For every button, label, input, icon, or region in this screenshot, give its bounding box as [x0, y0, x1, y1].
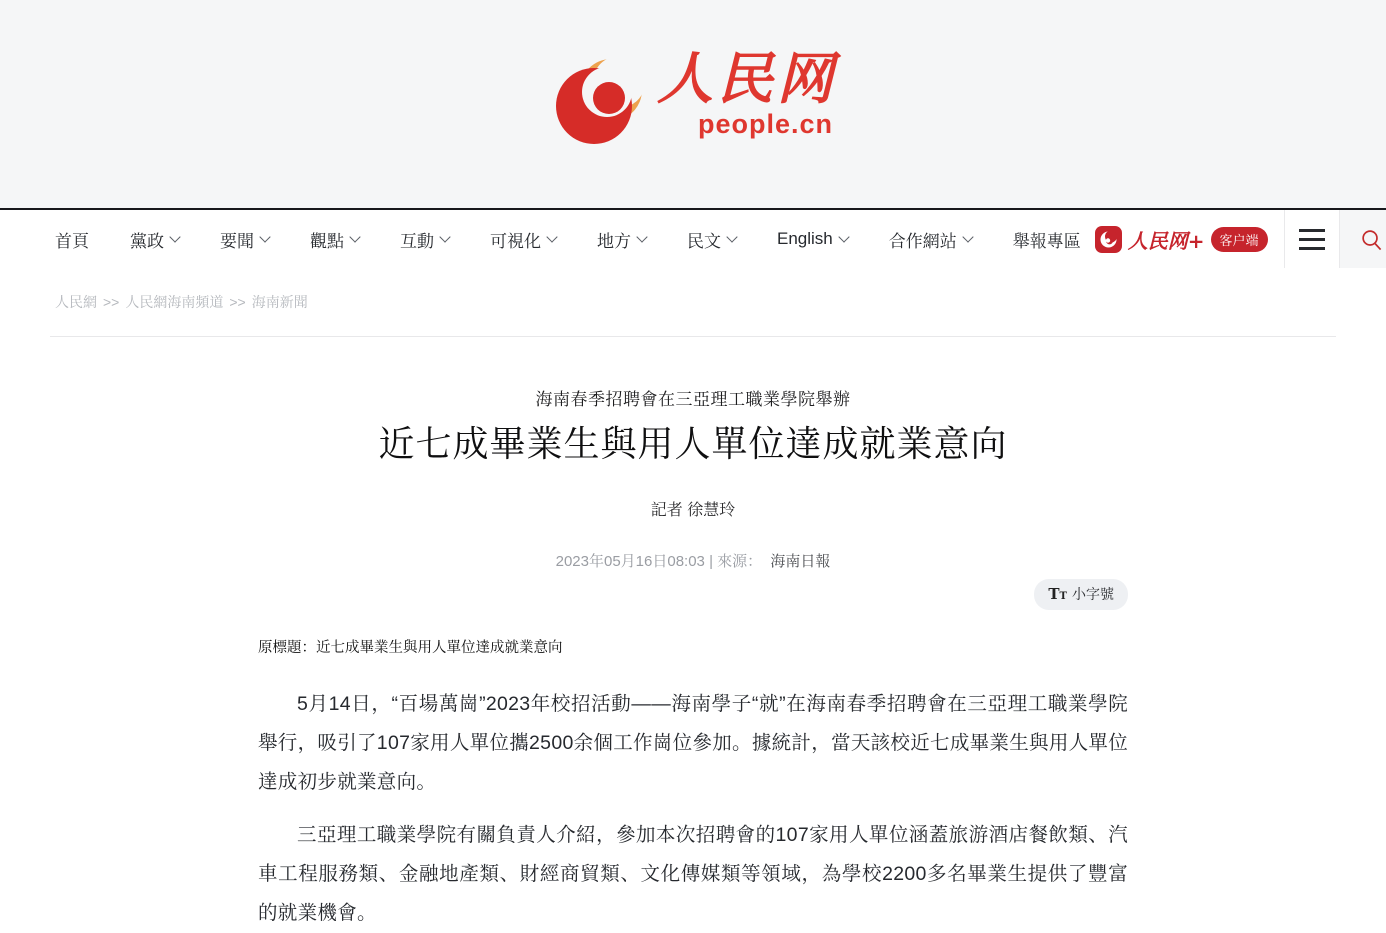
article-kicker: 海南春季招聘會在三亞理工職業學院舉辦	[535, 390, 851, 409]
article-toolbar	[258, 579, 1128, 610]
nav-item-label: 觀點	[310, 231, 344, 251]
logo-domain: people.cn	[697, 108, 833, 139]
nav-item-9[interactable]	[777, 229, 848, 249]
chevron-down-icon	[169, 231, 180, 242]
nav-item-6[interactable]	[490, 227, 556, 252]
nav-item-8[interactable]	[687, 227, 736, 252]
font-size-icon: TT	[1048, 585, 1067, 604]
article-byline: 記者 徐慧玲	[650, 502, 736, 520]
dateline-separator: |	[709, 553, 718, 571]
original-title-line	[258, 636, 1128, 657]
people-cn-sphere-icon	[549, 50, 653, 150]
font-size-button-label: 小字號	[1072, 586, 1114, 603]
hamburger-menu-button[interactable]	[1285, 210, 1339, 268]
article-paragraph-1: 5月14日，“百場萬崗”2023年校招活動——海南學子“就”在海南春季招聘會在三亞理工職業學院舉行，吸引了107家用人單位攜2500余個工作崗位參加。據統計，當天該校近七成畢業生與用人單位達成初步就業意向。	[258, 693, 1129, 794]
breadcrumb-link-2[interactable]: 人民網海南頻道	[125, 294, 224, 310]
breadcrumb-divider	[50, 336, 1336, 337]
main-nav	[0, 208, 1386, 268]
nav-item-label: 可視化	[490, 231, 541, 251]
chevron-down-icon	[636, 231, 647, 242]
article-title: 近七成畢業生與用人單位達成就業意向	[378, 423, 1008, 464]
chevron-down-icon	[726, 231, 737, 242]
source-link[interactable]: 海南日報	[770, 553, 831, 571]
nav-right	[1081, 210, 1386, 268]
nav-item-3[interactable]	[220, 227, 269, 252]
breadcrumb-separator: >>	[103, 294, 120, 310]
nav-item-label: 黨政	[130, 231, 164, 251]
font-size-button[interactable]	[1034, 579, 1128, 610]
app-client-badge[interactable]	[1095, 210, 1268, 268]
nav-item-label: 舉報專區	[1012, 231, 1081, 251]
nav-item-label: English	[777, 229, 833, 248]
publish-date: 2023年05月16日08:03	[555, 553, 705, 571]
nav-item-5[interactable]	[400, 227, 449, 252]
article-body	[258, 685, 1128, 933]
breadcrumb-link-3[interactable]: 海南新聞	[251, 294, 308, 310]
app-badge-client-pill: 客户端	[1211, 227, 1268, 252]
app-badge-wordmark: 人民网+	[1127, 228, 1205, 253]
nav-item-label: 首頁	[55, 231, 89, 251]
chevron-down-icon	[439, 231, 450, 242]
people-cn-app-icon	[1095, 226, 1122, 253]
original-title-label: 原標題：	[258, 640, 316, 657]
breadcrumb	[0, 268, 1386, 312]
nav-item-label: 要聞	[220, 231, 254, 251]
logo-wordmark: 人民网	[657, 46, 837, 112]
nav-item-1[interactable]	[55, 227, 89, 252]
chevron-down-icon	[962, 231, 973, 242]
nav-item-2[interactable]	[130, 227, 179, 252]
nav-item-11[interactable]	[1013, 227, 1081, 252]
chevron-down-icon	[259, 231, 270, 242]
original-title-text: 近七成畢業生與用人單位達成就業意向	[316, 640, 563, 657]
chevron-down-icon	[349, 231, 360, 242]
breadcrumb-link-1[interactable]: 人民網	[55, 294, 97, 310]
nav-item-4[interactable]	[310, 227, 359, 252]
search-icon	[1360, 228, 1383, 251]
search-button[interactable]	[1340, 210, 1386, 268]
article	[258, 385, 1128, 933]
people-cn-logo[interactable]	[549, 46, 837, 150]
nav-item-label: 地方	[597, 231, 631, 251]
nav-item-label: 民文	[687, 231, 721, 251]
hamburger-icon	[1299, 229, 1325, 232]
nav-item-label: 合作網站	[888, 231, 957, 251]
nav-item-10[interactable]	[889, 227, 972, 252]
site-header	[0, 0, 1386, 208]
nav-item-label: 互動	[400, 231, 434, 251]
chevron-down-icon	[546, 231, 557, 242]
chevron-down-icon	[838, 231, 849, 242]
source-label: 來源：	[717, 553, 763, 571]
nav-items	[0, 210, 1081, 268]
article-dateline	[258, 550, 1128, 571]
nav-item-7[interactable]	[597, 227, 646, 252]
breadcrumb-separator: >>	[229, 294, 246, 310]
article-paragraph-2: 三亞理工職業學院有關負責人介紹，參加本次招聘會的107家用人單位涵蓋旅游酒店餐飲類、汽車工程服務類、金融地產類、財經商貿類、文化傳媒類等領域，為學校2200多名畢業生提供了豐富的就業機會。	[258, 824, 1128, 925]
